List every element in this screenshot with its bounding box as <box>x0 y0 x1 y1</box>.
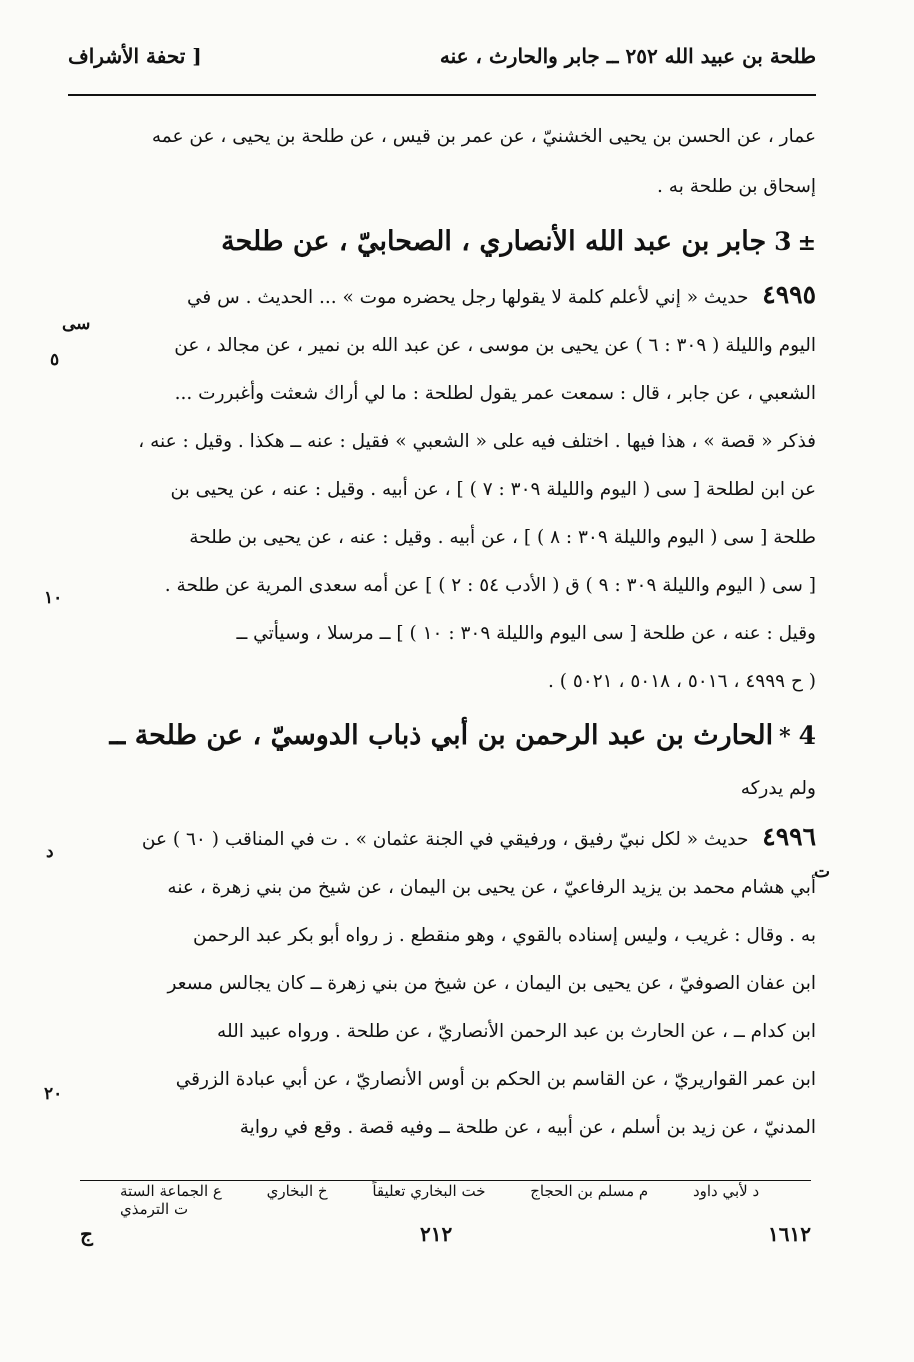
section-marker: * <box>779 724 791 750</box>
hadith-number: ٤٩٩٥ <box>762 280 816 309</box>
margin-line-number: ٢٠ <box>44 1084 63 1104</box>
hadith-line: حديث « إني لأعلم كلمة لا يقولها رجل يحضره موت » ... الحديث . س في <box>186 287 749 308</box>
hadith-line: اليوم والليلة ( ٣٠٩ : ٦ ) عن يحيى بن موسى ، عن عبد الله بن نمير ، عن مجالد ، عن <box>174 335 816 356</box>
siglum-entry: خ البخاري <box>266 1182 328 1200</box>
margin-line-number: ١٠ <box>44 588 63 608</box>
page-number: ٢١٢ <box>420 1222 453 1246</box>
section-title: جابر بن عبد الله الأنصاري ، الصحابيّ ، عن طلحة <box>221 226 767 257</box>
intro-line: إسحاق بن طلحة به . <box>657 176 816 197</box>
hadith-line: ابن كدام ــ ، عن الحارث بن عبد الرحمن الأنصاريّ ، عن طلحة . ورواه عبيد الله <box>217 1021 816 1042</box>
hadith-line: ابن عفان الصوفيّ ، عن يحيى بن اليمان ، عن شيخ من بني زهرة ــ كان يجالس مسعر <box>167 973 816 994</box>
running-title: طلحة بن عبيد الله ٢٥٢ ــ جابر والحارث ، عنه <box>439 44 816 68</box>
hadith-line: أبي هشام محمد بن يزيد الرفاعيّ ، عن يحيى بن اليمان ، عن شيخ من بني زهرة ، عنه <box>167 877 816 898</box>
section-title: الحارث بن عبد الرحمن بن أبي ذباب الدوسيّ ، عن طلحة ــ <box>109 720 774 751</box>
siglum-entry: خت البخاري تعليقاً <box>372 1182 486 1200</box>
siglum-entry: ت الترمذي <box>120 1200 189 1218</box>
hadith-line: به . وقال : غريب ، وليس إسناده بالقوي ، وهو منقطع . ز رواه أبو بكر عبد الرحمن <box>193 925 816 946</box>
hadith-line: ( ح ٤٩٩٩ ، ٥٠١٦ ، ٥٠١٨ ، ٥٠٢١ ) . <box>548 671 816 692</box>
footer-rule <box>80 1180 811 1181</box>
hadith-number: ٤٩٩٦ <box>762 822 816 851</box>
page-body <box>66 112 816 1152</box>
sigla-key <box>80 1182 811 1216</box>
margin-siglum: د <box>46 842 54 862</box>
hadith-line: وقيل : عنه ، عن طلحة [ سى اليوم والليلة ٣٠٩ : ١٠ ) ] ــ مرسلا ، وسيأتي ــ <box>236 623 816 644</box>
book-title: [ تحفة الأشراف <box>68 44 202 68</box>
section-4-heading <box>66 708 816 765</box>
hadith-line: [ سى ( اليوم والليلة ٣٠٩ : ٩ ) ق ( الأدب ٥٤ : ٢ ) ] عن أمه سعدى المرية عن طلحة . <box>164 575 816 596</box>
volume-mark: ج <box>80 1222 93 1246</box>
section-marker: ± <box>797 230 816 256</box>
hadith-line: المدنيّ ، عن زيد بن أسلم ، عن أبيه ، عن طلحة ــ وفيه قصة . وقع في رواية <box>239 1117 816 1138</box>
header-rule <box>68 94 816 96</box>
intro-line: عمار ، عن الحسن بن يحيى الخشنيّ ، عن عمر بن قيس ، عن طلحة بن يحيى ، عن عمه <box>151 126 816 147</box>
margin-line-number: ٥ <box>50 350 60 370</box>
siglum-entry: د لأبي داود <box>692 1182 760 1200</box>
hadith-line: طلحة [ سى ( اليوم والليلة ٣٠٩ : ٨ ) ] ، عن أبيه . وقيل : عنه ، عن يحيى بن طلحة <box>189 527 816 548</box>
hadith-4995 <box>66 271 816 706</box>
running-header <box>68 40 816 88</box>
intro-paragraph <box>66 112 816 212</box>
hadith-line: عن ابن لطلحة [ سى ( اليوم والليلة ٣٠٩ : ٧ ) ] ، عن أبيه . وقيل : عنه ، عن يحيى بن <box>170 479 816 500</box>
hadith-line: فذكر « قصة » ، هذا فيها . اختلف فيه على « الشعبي » فقيل : عنه ــ هكذا . وقيل : عنه ، <box>138 431 816 452</box>
siglum-entry: ع الجماعة الستة <box>120 1182 222 1200</box>
hadith-4996 <box>66 813 816 1152</box>
siglum-entry: م مسلم بن الحجاج <box>530 1182 649 1200</box>
section-4-note: ولم يدركه <box>740 778 816 799</box>
margin-siglum: ت <box>813 862 830 882</box>
section-3-heading <box>66 214 816 271</box>
page-footer <box>80 1222 811 1262</box>
section-number: 3 <box>774 227 792 256</box>
hadith-line: حديث « لكل نبيّ رفيق ، ورفيقي في الجنة عثمان » . ت في المناقب ( ٦٠ ) عن <box>141 829 749 850</box>
hadith-line: الشعبي ، عن جابر ، قال : سمعت عمر يقول لطلحة : ما لي أراك شعثت وأغبررت ... <box>174 383 816 404</box>
folio-number: ١٦١٢ <box>768 1222 811 1246</box>
margin-siglum: سى <box>62 314 91 334</box>
hadith-line: ابن عمر القواريريّ ، عن القاسم بن الحكم بن أوس الأنصاريّ ، عن أبي عبادة الزرقي <box>175 1069 816 1090</box>
section-number: 4 <box>798 721 816 750</box>
